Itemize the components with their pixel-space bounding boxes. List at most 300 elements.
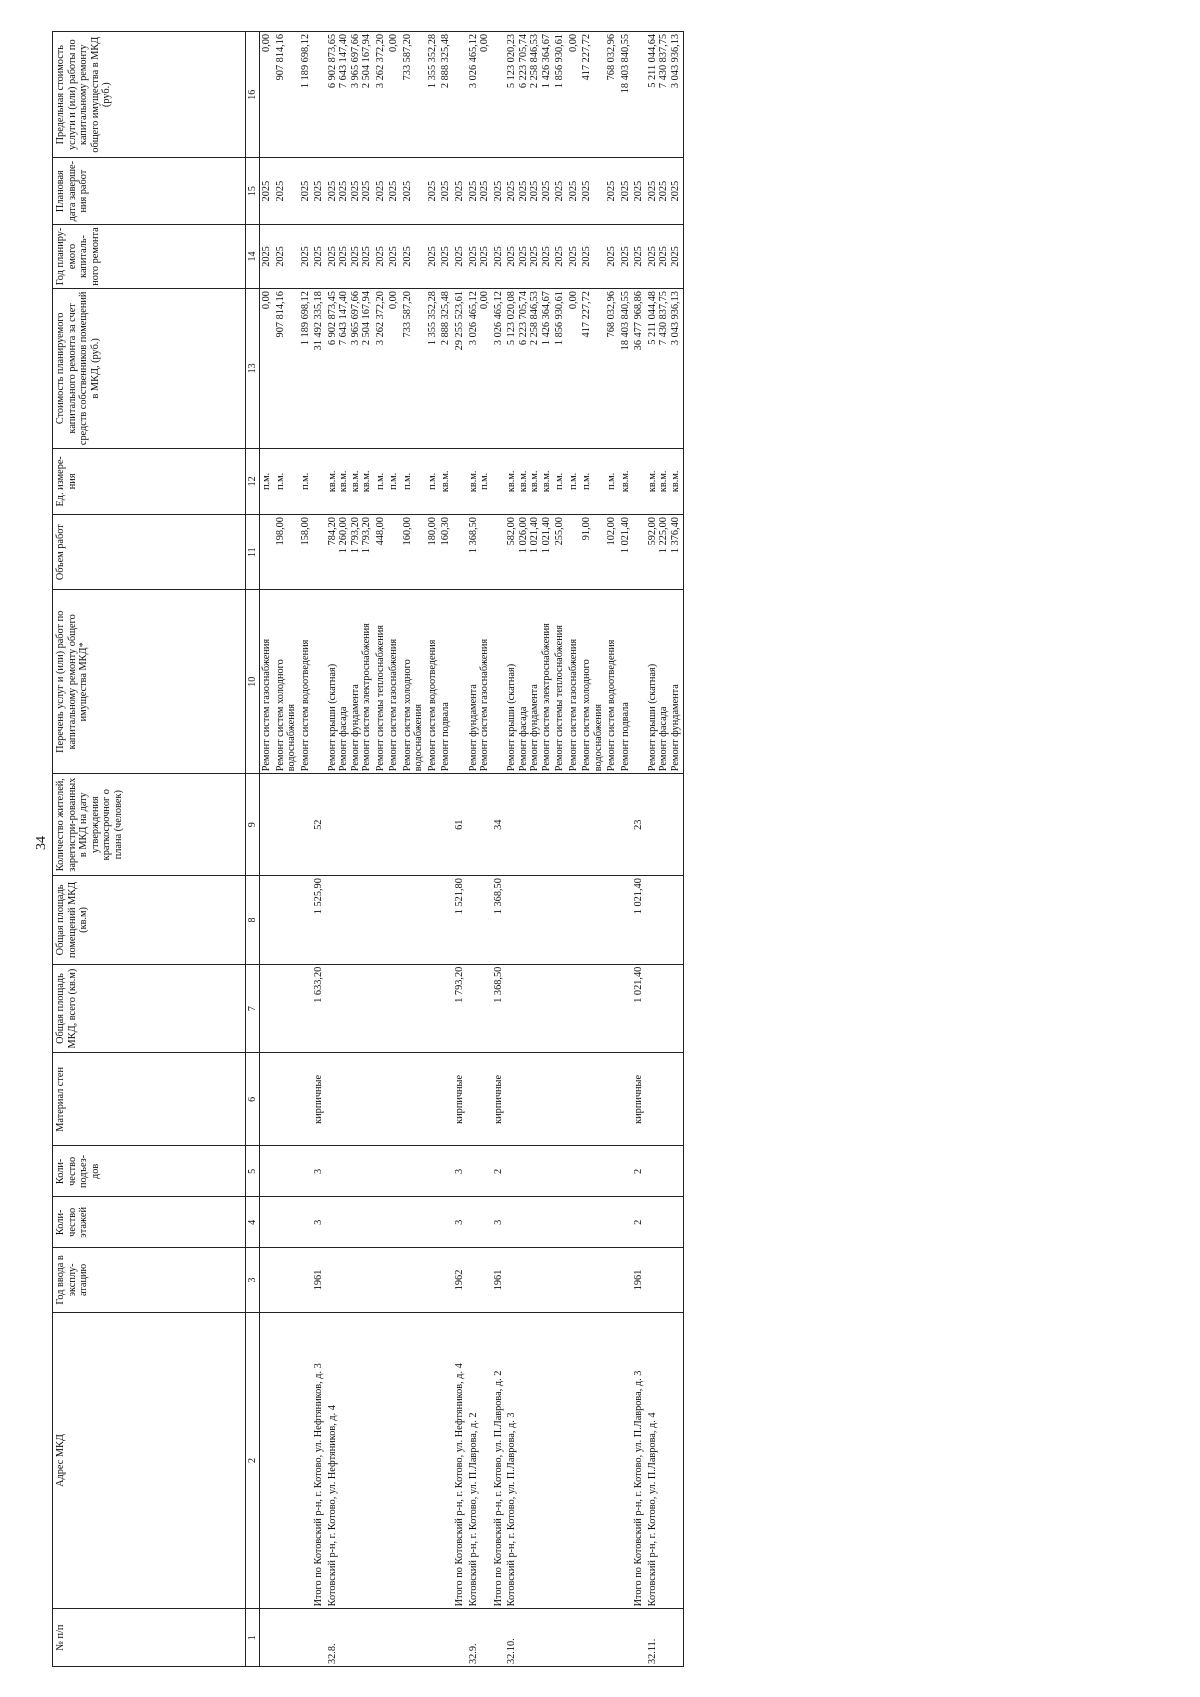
table-cell — [580, 1609, 605, 1667]
table-cell — [605, 1312, 619, 1609]
table-cell: 3 — [453, 1197, 467, 1248]
table-cell: 2025 — [387, 224, 401, 288]
table-cell — [553, 1609, 567, 1667]
table-cell — [553, 1248, 567, 1312]
table-cell: 2 — [632, 1197, 646, 1248]
table-cell: Котовский р-н, г. Котово, ул. Нефтяников, д. 4 — [326, 1312, 374, 1609]
table-cell — [374, 774, 388, 876]
table-cell — [505, 774, 553, 876]
table-cell: 0,00 — [567, 289, 581, 449]
table-cell — [426, 1053, 440, 1146]
column-number: 8 — [246, 876, 260, 965]
table-cell: п.м. — [553, 448, 567, 514]
table-cell: 3 — [312, 1197, 326, 1248]
table-cell — [619, 1609, 633, 1667]
table-cell — [632, 448, 646, 514]
table-cell — [260, 1197, 274, 1248]
table-cell: 2025 — [299, 158, 313, 224]
table-cell — [439, 774, 453, 876]
table-row — [439, 32, 453, 1667]
table-cell — [453, 448, 467, 514]
table-cell — [505, 1053, 553, 1146]
table-cell — [401, 876, 426, 965]
table-cell — [439, 1197, 453, 1248]
table-cell: 198,00 — [274, 515, 299, 590]
table-cell — [505, 964, 553, 1053]
table-cell — [274, 1146, 299, 1197]
table-row — [567, 32, 581, 1667]
table-cell: 2025 2025 — [467, 158, 492, 224]
table-cell — [274, 1609, 299, 1667]
page-number: 34 — [34, 836, 49, 850]
table-cell: 2025 — [260, 224, 274, 288]
table-cell: п.м. — [387, 448, 401, 514]
table-cell — [580, 774, 605, 876]
table-cell — [401, 1146, 426, 1197]
table-cell — [274, 876, 299, 965]
table-cell — [374, 964, 388, 1053]
table-cell: 3 — [453, 1146, 467, 1197]
table-row — [326, 32, 374, 1667]
table-cell: 0,00 — [260, 289, 274, 449]
table-cell: 768 032,96 — [605, 32, 619, 158]
table-row — [632, 32, 646, 1667]
table-cell — [646, 876, 683, 965]
table-cell — [467, 774, 492, 876]
table-cell — [260, 1248, 274, 1312]
table-cell: 2025 — [453, 158, 467, 224]
table-cell — [374, 1248, 388, 1312]
table-cell: 91,00 — [580, 515, 605, 590]
table-cell — [274, 1312, 299, 1609]
column-header: Ед. измере-ния — [53, 448, 246, 514]
table-cell: 32.10. — [505, 1609, 553, 1667]
table-cell: 907 814,16 — [274, 32, 299, 158]
table-cell — [299, 1053, 313, 1146]
column-header: Стоимость планируемого капитального ремонта за счет средств собственников помещений в МКД, (руб.) — [53, 289, 246, 449]
table-cell: 1 355 352,28 — [426, 289, 440, 449]
table-cell — [567, 774, 581, 876]
table-row — [453, 32, 467, 1667]
table-cell: 0,00 — [260, 32, 274, 158]
column-number: 7 — [246, 964, 260, 1053]
table-cell: 2025 — [299, 224, 313, 288]
table-cell — [312, 590, 326, 774]
table-cell: Ремонт систем газоснабжения — [260, 590, 274, 774]
table-cell: 2025 — [439, 224, 453, 288]
table-cell: 784,20 1 260,00 1 793,20 1 793,20 — [326, 515, 374, 590]
column-number-row — [246, 32, 260, 1667]
table-cell — [312, 32, 326, 158]
table-cell: Итого по Котовский р-н, г. Котово, ул. Нефтяников, д. 3 — [312, 1312, 326, 1609]
column-number: 11 — [246, 515, 260, 590]
table-cell: 1961 — [312, 1248, 326, 1312]
table-cell — [567, 1609, 581, 1667]
table-cell: 2025 — [553, 224, 567, 288]
table-row — [260, 32, 274, 1667]
table-cell — [605, 876, 619, 965]
table-cell: Ремонт систем водоотведения — [605, 590, 619, 774]
column-header: Год ввода в эксплу-атацию — [53, 1248, 246, 1312]
table-cell: 2 888 325,48 — [439, 32, 453, 158]
table-cell: п.м. — [274, 448, 299, 514]
column-number: 5 — [246, 1146, 260, 1197]
table-cell — [453, 1609, 467, 1667]
table-cell: 1 021,40 — [619, 515, 633, 590]
table-cell — [387, 1053, 401, 1146]
table-cell: 5 211 044,64 7 430 837,75 3 043 936,13 — [646, 32, 683, 158]
table-cell — [326, 1248, 374, 1312]
table-cell: 2025 — [580, 158, 605, 224]
table-cell: 2025 — [632, 224, 646, 288]
table-cell: Ремонт крыши (скатная) Ремонт фасада Ремонт фундамента — [646, 590, 683, 774]
table-cell — [492, 590, 506, 774]
table-cell: п.м. — [567, 448, 581, 514]
table-cell: 180,00 — [426, 515, 440, 590]
table-cell: 2025 — [605, 158, 619, 224]
table-cell — [401, 1197, 426, 1248]
table-cell: кирпичные — [453, 1053, 467, 1146]
table-cell: 1 355 352,28 — [426, 32, 440, 158]
table-cell: 32.8. — [326, 1609, 374, 1667]
table-cell: 52 — [312, 774, 326, 876]
table-cell: п.м. — [299, 448, 313, 514]
table-cell: 3 026 465,12 0,00 — [467, 289, 492, 449]
table-cell — [467, 964, 492, 1053]
table-cell — [274, 1248, 299, 1312]
table-cell — [553, 1197, 567, 1248]
table-cell — [299, 1146, 313, 1197]
table-cell — [553, 964, 567, 1053]
table-cell: 2025 — [605, 224, 619, 288]
table-cell: п.м. — [605, 448, 619, 514]
table-cell — [467, 1053, 492, 1146]
table-cell: 1 793,20 — [453, 964, 467, 1053]
table-cell — [260, 1609, 274, 1667]
table-cell — [260, 964, 274, 1053]
table-row — [619, 32, 633, 1667]
table-cell — [646, 1053, 683, 1146]
table-header-row — [53, 32, 246, 1667]
table-cell — [453, 515, 467, 590]
table-cell — [426, 964, 440, 1053]
column-header: Адрес МКД — [53, 1312, 246, 1609]
table-cell — [374, 1146, 388, 1197]
rotated-table-container — [52, 31, 1184, 1667]
table-cell — [492, 448, 506, 514]
table-cell — [492, 1609, 506, 1667]
table-cell: 160,30 — [439, 515, 453, 590]
table-cell: 2025 — [312, 224, 326, 288]
table-cell — [632, 1609, 646, 1667]
table-cell: 2025 2025 2025 — [646, 224, 683, 288]
table-cell: Ремонт систем газоснабжения — [387, 590, 401, 774]
table-cell — [605, 1197, 619, 1248]
table-cell — [439, 1146, 453, 1197]
table-cell: 5 123 020,08 6 223 705,74 2 258 846,53 1 426 364,67 — [505, 289, 553, 449]
table-row — [274, 32, 299, 1667]
table-cell: 3 — [492, 1197, 506, 1248]
table-cell — [274, 1053, 299, 1146]
table-cell: 2025 — [426, 158, 440, 224]
table-cell: 1 633,20 — [312, 964, 326, 1053]
table-cell: 733 587,20 — [401, 32, 426, 158]
column-header: № п/п — [53, 1609, 246, 1667]
table-cell: Котовский р-н, г. Котово, ул. П.Лаврова, д. 3 — [505, 1312, 553, 1609]
table-cell — [467, 1197, 492, 1248]
table-cell: 5 123 020,23 6 223 705,74 2 258 846,53 1 426 364,67 — [505, 32, 553, 158]
table-cell: 2025 — [401, 224, 426, 288]
table-cell: Итого по Котовский р-н, г. Котово, ул. П.Лаврова, д. 2 — [492, 1312, 506, 1609]
table-cell — [374, 876, 388, 965]
table-cell — [580, 1312, 605, 1609]
table-cell: 1 368,50 — [492, 964, 506, 1053]
table-cell — [619, 1248, 633, 1312]
table-cell — [646, 1248, 683, 1312]
table-cell — [299, 774, 313, 876]
table-cell: 2025 2025 2025 — [646, 158, 683, 224]
table-cell — [387, 1248, 401, 1312]
table-cell — [374, 1197, 388, 1248]
table-cell: 2025 — [492, 158, 506, 224]
table-cell — [426, 774, 440, 876]
table-cell — [401, 774, 426, 876]
table-cell — [646, 964, 683, 1053]
column-number: 16 — [246, 32, 260, 158]
column-number: 9 — [246, 774, 260, 876]
table-cell: 733 587,20 — [401, 289, 426, 449]
table-cell — [299, 1312, 313, 1609]
table-cell: 3 — [312, 1146, 326, 1197]
table-cell — [646, 1197, 683, 1248]
table-cell — [274, 964, 299, 1053]
table-row — [505, 32, 553, 1667]
table-cell — [619, 964, 633, 1053]
table-cell: 2025 — [374, 224, 388, 288]
table-cell — [453, 590, 467, 774]
table-cell — [401, 1609, 426, 1667]
table-cell: 0,00 — [567, 32, 581, 158]
table-cell: 18 403 840,55 — [619, 289, 633, 449]
table-row — [387, 32, 401, 1667]
table-cell: 2025 — [401, 158, 426, 224]
column-header: Год планиру-емого капиталь-ного ремонта — [53, 224, 246, 288]
capital-repair-table — [52, 31, 684, 1667]
table-cell: Ремонт системы теплоснабжения — [553, 590, 567, 774]
column-number: 4 — [246, 1197, 260, 1248]
table-cell — [605, 1146, 619, 1197]
column-number: 10 — [246, 590, 260, 774]
table-cell — [467, 1248, 492, 1312]
table-cell: 2025 2025 2025 2025 — [505, 158, 553, 224]
column-header: Общая площадь МКД, всего (кв.м) — [53, 964, 246, 1053]
column-number: 12 — [246, 448, 260, 514]
table-cell: 417 227,72 — [580, 32, 605, 158]
column-header: Плановая дата заверше-ния работ — [53, 158, 246, 224]
table-cell — [567, 1248, 581, 1312]
table-cell: кв.м. — [439, 448, 453, 514]
table-cell — [426, 876, 440, 965]
table-cell — [580, 1248, 605, 1312]
table-cell — [646, 774, 683, 876]
table-cell — [260, 876, 274, 965]
table-cell — [439, 1053, 453, 1146]
table-cell — [374, 1609, 388, 1667]
table-cell: 582,00 1 026,00 1 021,40 1 021,40 — [505, 515, 553, 590]
table-cell: 5 211 044,48 7 430 837,75 3 043 936,13 — [646, 289, 683, 449]
table-cell — [401, 1053, 426, 1146]
table-cell — [567, 1312, 581, 1609]
table-cell: 2025 — [453, 224, 467, 288]
table-cell: Ремонт систем холодного водоснабжения — [401, 590, 426, 774]
table-cell — [260, 774, 274, 876]
table-cell — [567, 1197, 581, 1248]
table-cell — [553, 876, 567, 965]
table-cell — [260, 515, 274, 590]
table-cell: Ремонт системы теплоснабжения — [374, 590, 388, 774]
table-cell — [605, 1053, 619, 1146]
table-row — [401, 32, 426, 1667]
table-cell — [426, 1312, 440, 1609]
table-cell: Ремонт крыши (скатная) Ремонт фасада Ремонт фундамента Ремонт систем электроснабжения — [505, 590, 553, 774]
column-number: 6 — [246, 1053, 260, 1146]
table-cell — [580, 1053, 605, 1146]
table-cell: 2025 — [374, 158, 388, 224]
table-cell — [505, 1197, 553, 1248]
table-cell: Ремонт подвала — [439, 590, 453, 774]
table-cell: 2025 — [632, 158, 646, 224]
table-cell: 32.9. — [467, 1609, 492, 1667]
column-header: Коли-чество этажей — [53, 1197, 246, 1248]
table-cell — [274, 774, 299, 876]
table-cell — [567, 964, 581, 1053]
table-cell — [387, 774, 401, 876]
table-cell: 18 403 840,55 — [619, 32, 633, 158]
table-cell: Итого по Котовский р-н, г. Котово, ул. Нефтяников, д. 4 — [453, 1312, 467, 1609]
table-cell — [401, 1248, 426, 1312]
table-cell: кв.м. кв.м. кв.м. — [646, 448, 683, 514]
table-row — [492, 32, 506, 1667]
table-cell: 2025 2025 2025 2025 — [326, 158, 374, 224]
table-cell: п.м. — [426, 448, 440, 514]
table-cell: 158,00 — [299, 515, 313, 590]
table-cell — [619, 1312, 633, 1609]
table-cell: 6 902 873,65 7 643 147,40 3 965 697,66 2 504 167,94 — [326, 32, 374, 158]
table-body — [260, 32, 684, 1667]
table-row — [374, 32, 388, 1667]
table-cell — [580, 876, 605, 965]
table-cell — [605, 1248, 619, 1312]
table-cell — [553, 1053, 567, 1146]
table-cell: 1 856 930,61 — [553, 32, 567, 158]
table-cell: Котовский р-н, г. Котово, ул. П.Лаврова, д. 2 — [467, 1312, 492, 1609]
table-cell: 32.11. — [646, 1609, 683, 1667]
table-cell — [553, 1146, 567, 1197]
column-header: Перечень услуг и (или) работ по капитальному ремонту общего имущества МКД* — [53, 590, 246, 774]
table-cell — [326, 1197, 374, 1248]
table-cell — [553, 774, 567, 876]
table-cell: 2025 — [580, 224, 605, 288]
table-cell: 2025 — [439, 158, 453, 224]
table-cell: 1 856 930,61 — [553, 289, 567, 449]
table-cell — [387, 1197, 401, 1248]
table-cell: Ремонт систем водоотведения — [426, 590, 440, 774]
table-cell: 2 — [492, 1146, 506, 1197]
table-cell: п.м. — [374, 448, 388, 514]
table-cell — [426, 1146, 440, 1197]
column-header: Общая площадь помещений МКД (кв.м) — [53, 876, 246, 965]
table-cell: Ремонт фундамента Ремонт систем газоснабжения — [467, 590, 492, 774]
table-cell: Ремонт подвала — [619, 590, 633, 774]
table-cell — [401, 964, 426, 1053]
table-cell: 2 888 325,48 — [439, 289, 453, 449]
table-cell — [326, 964, 374, 1053]
table-cell: 448,00 — [374, 515, 388, 590]
table-cell: 61 — [453, 774, 467, 876]
column-number: 15 — [246, 158, 260, 224]
table-cell: 417 227,72 — [580, 289, 605, 449]
table-cell: 23 — [632, 774, 646, 876]
table-cell: кв.м. кв.м. кв.м. кв.м. — [326, 448, 374, 514]
table-cell: 2025 — [567, 224, 581, 288]
table-cell — [619, 1053, 633, 1146]
table-cell — [387, 1312, 401, 1609]
table-row — [426, 32, 440, 1667]
table-row — [553, 32, 567, 1667]
table-cell: 1 021,40 — [632, 964, 646, 1053]
table-cell — [492, 32, 506, 158]
table-cell: 2025 — [260, 158, 274, 224]
table-row — [605, 32, 619, 1667]
table-cell — [619, 876, 633, 965]
table-cell: 160,00 — [401, 515, 426, 590]
table-cell — [326, 1053, 374, 1146]
column-number: 2 — [246, 1312, 260, 1609]
table-cell: 768 032,96 — [605, 289, 619, 449]
table-cell: 1 521,80 — [453, 876, 467, 965]
table-cell — [439, 964, 453, 1053]
table-cell — [580, 964, 605, 1053]
table-cell — [619, 1146, 633, 1197]
table-cell: 2025 — [619, 158, 633, 224]
table-cell — [387, 515, 401, 590]
table-cell — [467, 876, 492, 965]
table-cell — [439, 1248, 453, 1312]
table-row — [467, 32, 492, 1667]
table-cell — [299, 1248, 313, 1312]
table-cell — [580, 1146, 605, 1197]
table-cell: 907 814,16 — [274, 289, 299, 449]
table-cell — [567, 515, 581, 590]
table-cell — [387, 876, 401, 965]
table-cell — [426, 1197, 440, 1248]
table-cell: п.м. — [401, 448, 426, 514]
table-cell — [553, 1312, 567, 1609]
table-cell: Ремонт систем водоотведения — [299, 590, 313, 774]
table-cell: 2 — [632, 1146, 646, 1197]
column-header: Количество жителей, зарегистри-рованных в МКД на дату утверждения краткосрочног о плана (человек) — [53, 774, 246, 876]
table-cell — [387, 964, 401, 1053]
table-cell — [401, 1312, 426, 1609]
table-cell: 0,00 — [387, 289, 401, 449]
table-row — [646, 32, 683, 1667]
table-cell — [567, 876, 581, 965]
table-cell — [453, 32, 467, 158]
table-cell: 3 026 465,12 0,00 — [467, 32, 492, 158]
table-cell — [505, 876, 553, 965]
table-cell: 592,00 1 225,00 1 376,40 — [646, 515, 683, 590]
table-cell: Ремонт систем холодного водоснабжения — [580, 590, 605, 774]
